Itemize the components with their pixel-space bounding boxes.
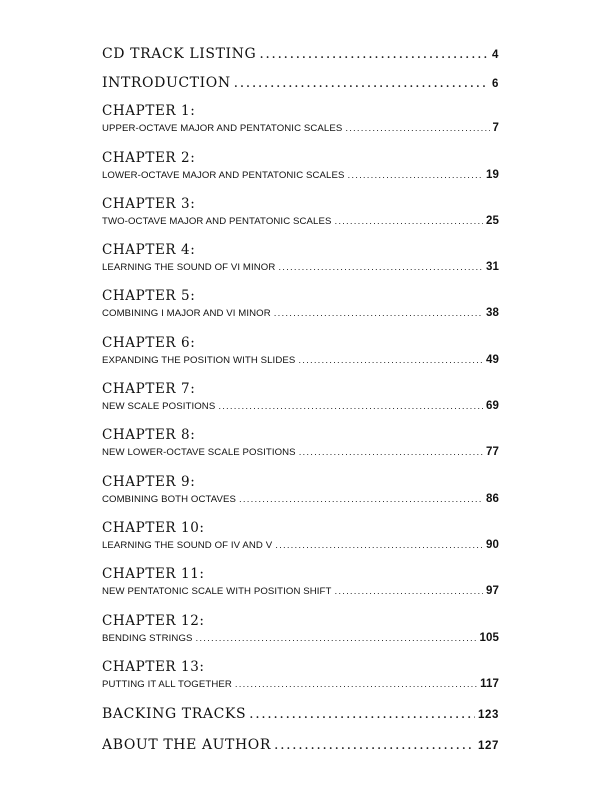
- page-number: 19: [486, 169, 499, 181]
- chapter-title: UPPER-OCTAVE MAJOR AND PENTATONIC SCALES: [102, 123, 343, 134]
- toc-entry-chapter-4[interactable]: [102, 242, 499, 273]
- chapter-title: NEW PENTATONIC SCALE WITH POSITION SHIFT: [102, 586, 332, 597]
- page-number: 105: [479, 632, 499, 644]
- toc-entry-chapter-13[interactable]: [102, 659, 499, 690]
- entry-title: CD TRACK LISTING: [102, 46, 257, 62]
- page-number: 6: [492, 78, 499, 90]
- chapter-label: CHAPTER 13:: [102, 659, 205, 675]
- toc-entry-chapter-6[interactable]: [102, 335, 499, 366]
- chapter-label: CHAPTER 10:: [102, 520, 205, 536]
- page-number: 123: [478, 709, 499, 721]
- chapter-title: NEW SCALE POSITIONS: [102, 401, 216, 412]
- toc-entry-chapter-3[interactable]: [102, 196, 499, 227]
- chapter-title: LOWER-OCTAVE MAJOR AND PENTATONIC SCALES: [102, 170, 345, 181]
- toc-entry-chapter-10[interactable]: [102, 520, 499, 551]
- dot-leader: [239, 494, 483, 505]
- chapter-title: PUTTING IT ALL TOGETHER: [102, 679, 232, 690]
- dot-leader: [347, 170, 483, 181]
- page-number: 90: [486, 539, 499, 551]
- toc-entry-chapter-2[interactable]: [102, 150, 499, 181]
- page-number: 4: [492, 49, 499, 61]
- chapter-title: LEARNING THE SOUND OF VI MINOR: [102, 262, 276, 273]
- toc-entry-about-the-author[interactable]: [102, 737, 499, 753]
- dot-leader: [334, 586, 483, 597]
- dot-leader: [298, 355, 483, 366]
- toc-entry-chapter-8[interactable]: [102, 427, 499, 458]
- toc-entry-chapter-1[interactable]: [102, 103, 499, 134]
- dot-leader: [234, 75, 489, 91]
- chapter-label: CHAPTER 2:: [102, 150, 196, 166]
- toc-entry-chapter-12[interactable]: [102, 613, 499, 644]
- chapter-title: TWO-OCTAVE MAJOR AND PENTATONIC SCALES: [102, 216, 332, 227]
- dot-leader: [299, 447, 483, 458]
- entry-title: BACKING TRACKS: [102, 706, 247, 722]
- dot-leader: [334, 216, 483, 227]
- toc-entry-introduction[interactable]: [102, 75, 499, 91]
- entry-title: ABOUT THE AUTHOR: [102, 737, 272, 753]
- page-number: 38: [486, 307, 499, 319]
- chapter-title: COMBINING BOTH OCTAVES: [102, 494, 237, 505]
- chapter-title: LEARNING THE SOUND OF IV AND V: [102, 540, 273, 551]
- page-number: 127: [478, 740, 499, 752]
- page-number: 25: [486, 215, 499, 227]
- dot-leader: [275, 540, 483, 551]
- page-number: 69: [486, 400, 499, 412]
- page-number: 97: [486, 585, 499, 597]
- chapter-title: BENDING STRINGS: [102, 633, 193, 644]
- page-number: 31: [486, 261, 499, 273]
- chapter-label: CHAPTER 5:: [102, 288, 196, 304]
- chapter-label: CHAPTER 1:: [102, 103, 196, 119]
- page-number: 86: [486, 493, 499, 505]
- chapter-label: CHAPTER 8:: [102, 427, 196, 443]
- dot-leader: [259, 46, 489, 62]
- dot-leader: [218, 401, 483, 412]
- dot-leader: [274, 308, 483, 319]
- chapter-title: COMBINING I MAJOR AND VI MINOR: [102, 308, 271, 319]
- entry-title: INTRODUCTION: [102, 75, 231, 91]
- chapter-label: CHAPTER 11:: [102, 566, 205, 582]
- chapter-title: EXPANDING THE POSITION WITH SLIDES: [102, 355, 296, 366]
- dot-leader: [274, 737, 475, 753]
- toc-entry-chapter-5[interactable]: [102, 288, 499, 319]
- page-number: 49: [486, 354, 499, 366]
- page-number: 7: [492, 122, 499, 134]
- toc-entry-chapter-7[interactable]: [102, 381, 499, 412]
- chapter-label: CHAPTER 7:: [102, 381, 196, 397]
- toc-entry-chapter-11[interactable]: [102, 566, 499, 597]
- dot-leader: [235, 679, 477, 690]
- page-number: 77: [486, 446, 499, 458]
- toc-entry-chapter-9[interactable]: [102, 474, 499, 505]
- toc-entry-cd-track-listing[interactable]: [102, 46, 499, 62]
- chapter-label: CHAPTER 9:: [102, 474, 196, 490]
- dot-leader: [345, 123, 489, 134]
- dot-leader: [196, 633, 477, 644]
- chapter-label: CHAPTER 6:: [102, 335, 196, 351]
- dot-leader: [278, 262, 483, 273]
- chapter-label: CHAPTER 3:: [102, 196, 196, 212]
- chapter-label: CHAPTER 12:: [102, 613, 205, 629]
- chapter-label: CHAPTER 4:: [102, 242, 196, 258]
- toc-entry-backing-tracks[interactable]: [102, 706, 499, 722]
- page-number: 117: [480, 678, 499, 690]
- dot-leader: [249, 706, 475, 722]
- chapter-title: NEW LOWER-OCTAVE SCALE POSITIONS: [102, 447, 296, 458]
